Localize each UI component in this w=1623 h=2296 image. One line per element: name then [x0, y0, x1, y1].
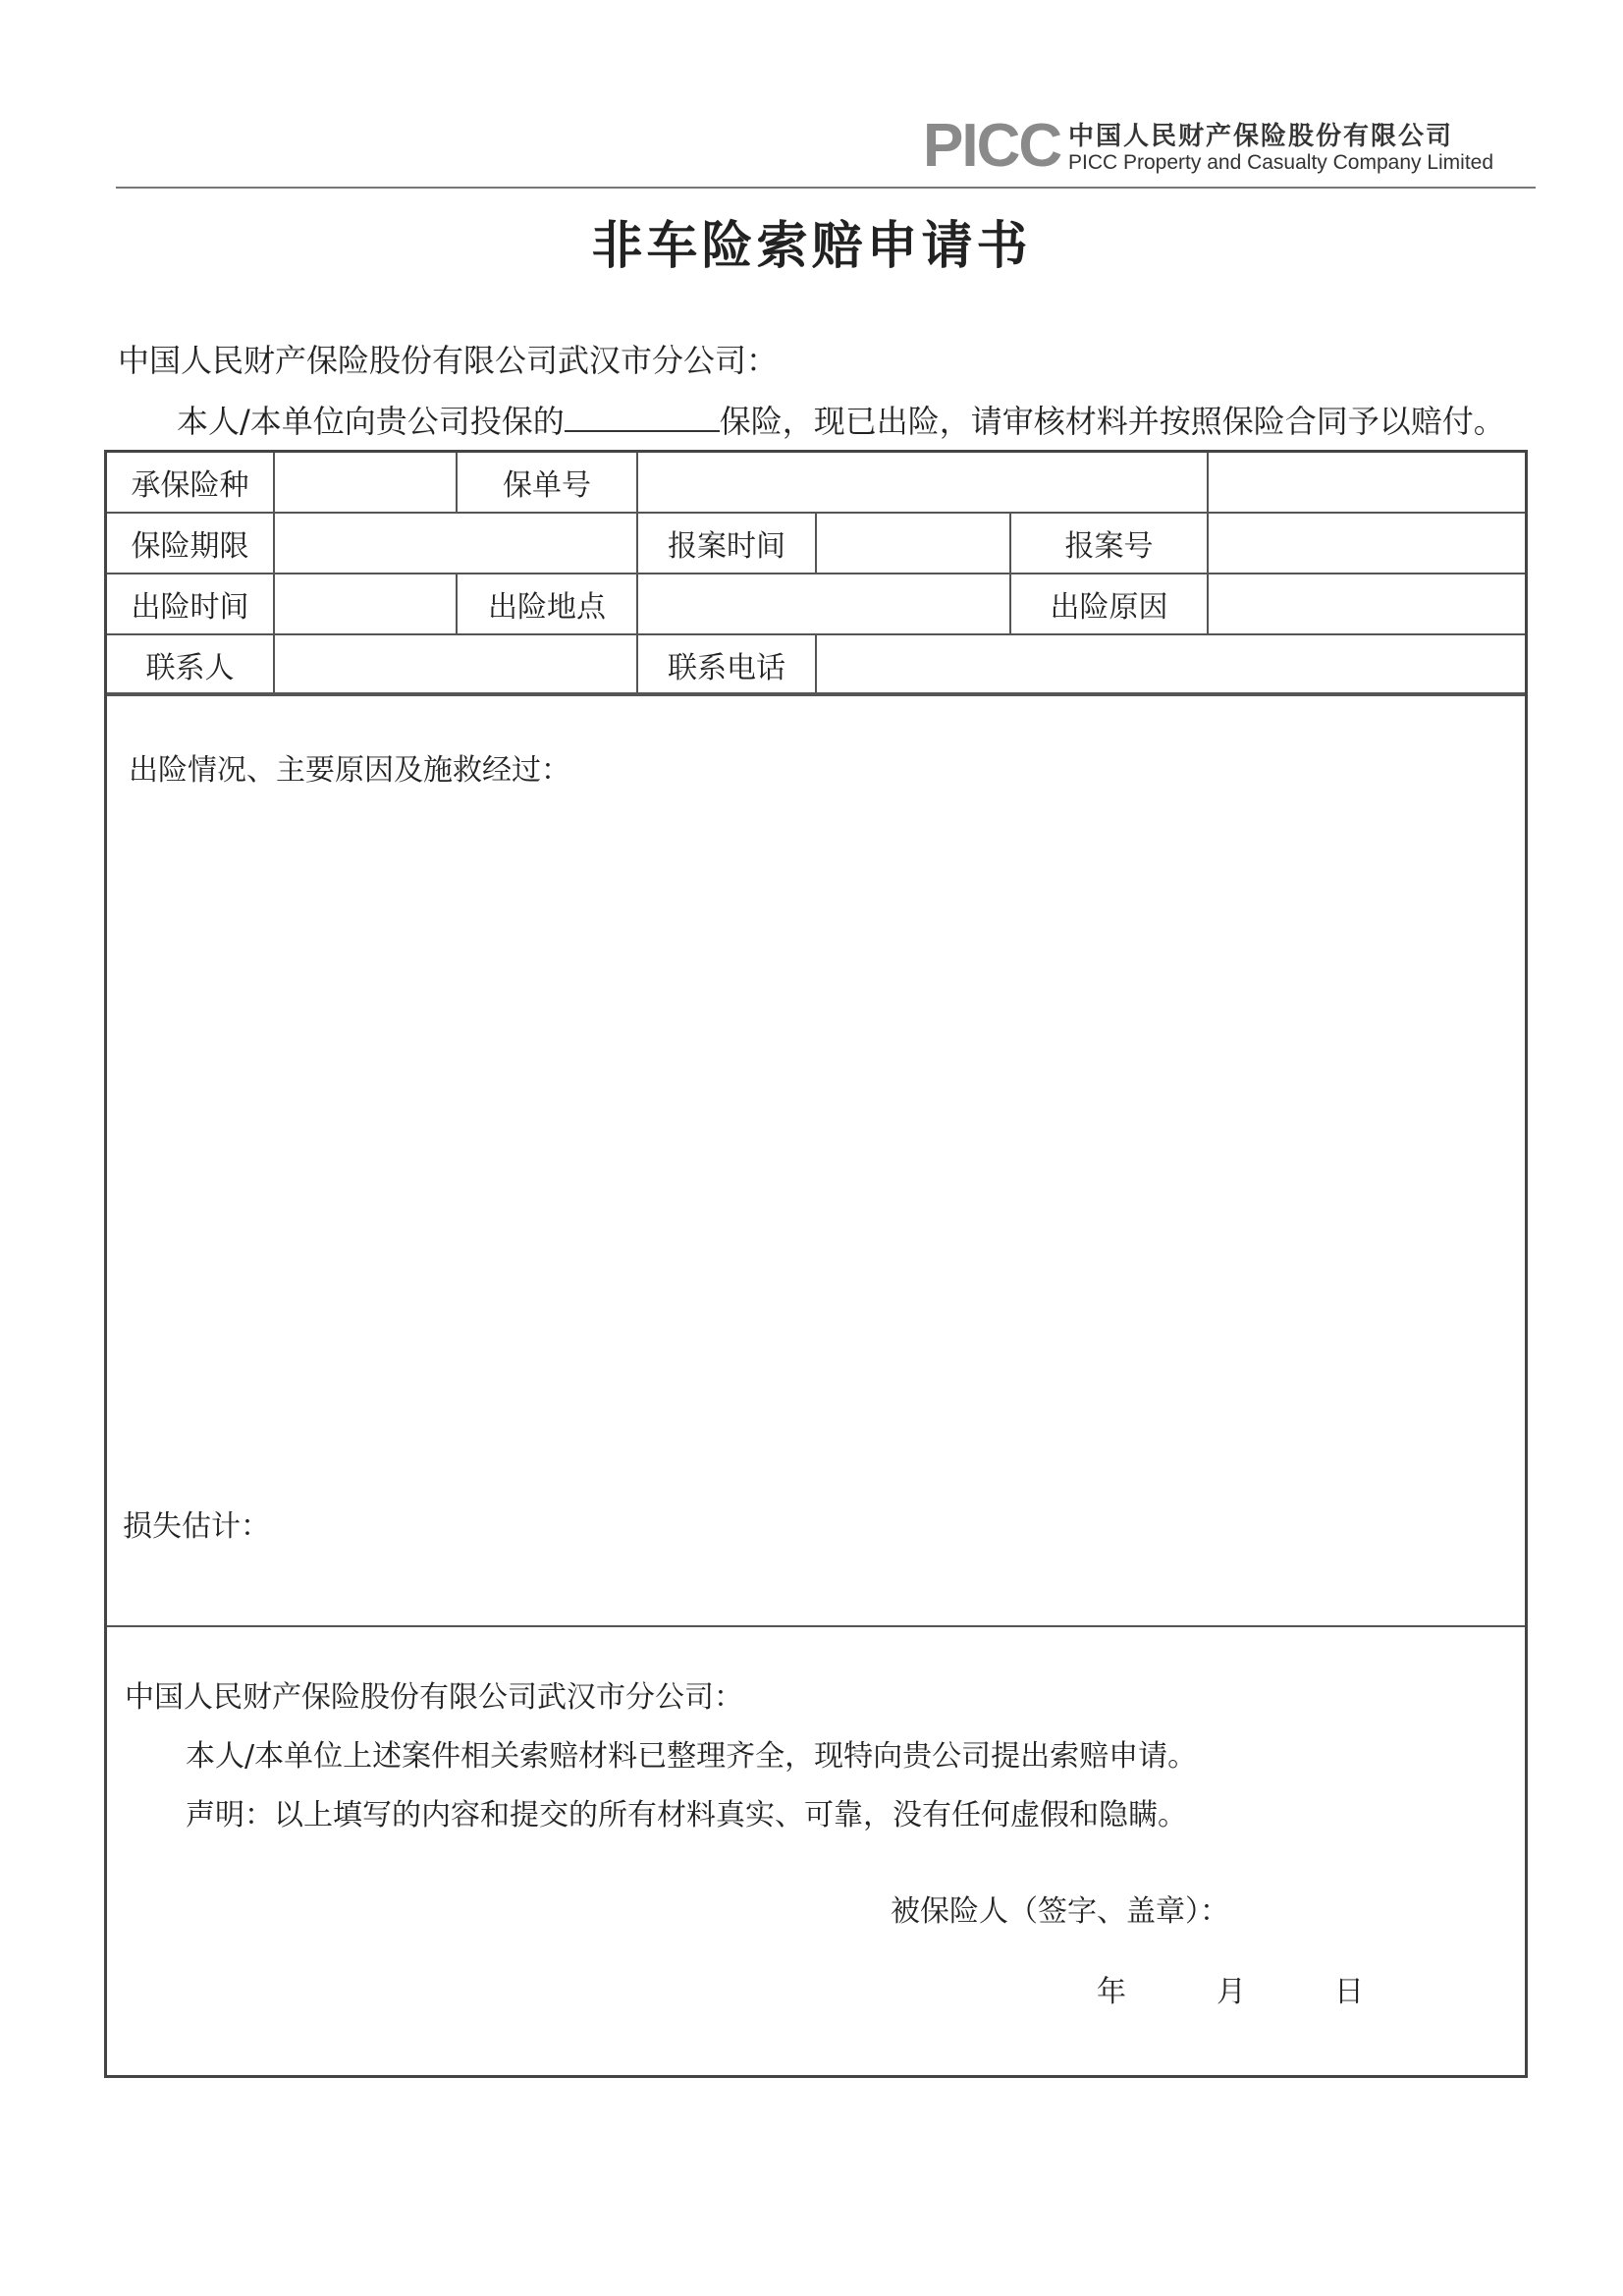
loss-estimate-label: 损失估计： [123, 1509, 270, 1544]
signature-label[interactable]: 被保险人（签字、盖章）： [891, 1894, 1229, 1929]
date-month-label: 月 [1217, 1975, 1246, 2009]
policy-no-label: 保单号 [457, 453, 637, 513]
declaration-section [107, 1623, 1525, 2075]
incident-section[interactable] [107, 692, 1525, 1627]
loss-cause-label: 出险原因 [1010, 574, 1208, 634]
claim-form [104, 450, 1528, 2078]
period-label: 保险期限 [107, 513, 274, 574]
loss-time-label: 出险时间 [107, 574, 274, 634]
contact-field[interactable] [274, 634, 637, 695]
phone-label: 联系电话 [637, 634, 816, 695]
date-year-label: 年 [1097, 1975, 1126, 2009]
insurance-type-field[interactable] [274, 453, 457, 513]
loss-place-label: 出险地点 [457, 574, 637, 634]
intro-text-before: 本人/本单位向贵公司投保的 [177, 403, 565, 440]
report-time-field[interactable] [816, 513, 1010, 574]
period-field[interactable] [274, 513, 637, 574]
intro-text-after: 保险，现已出险，请审核材料并按照保险合同予以赔付。 [719, 403, 1505, 440]
loss-cause-field[interactable] [1208, 574, 1525, 634]
addressee-line: 中国人民财产保险股份有限公司武汉市分公司： [118, 342, 779, 379]
company-name-cn: 中国人民财产保险股份有限公司 [1068, 122, 1454, 151]
table-row [107, 453, 1525, 513]
declaration-line-2: 声明：以上填写的内容和提交的所有材料真实、可靠，没有任何虚假和隐瞒。 [186, 1798, 1187, 1832]
table-row [107, 634, 1525, 695]
table-row [107, 513, 1525, 574]
loss-time-field[interactable] [274, 574, 457, 634]
declaration-addressee: 中国人民财产保险股份有限公司武汉市分公司： [125, 1680, 743, 1715]
report-no-label: 报案号 [1010, 513, 1208, 574]
phone-field[interactable] [816, 634, 1525, 695]
intro-sentence [177, 397, 1505, 442]
table-row [107, 574, 1525, 634]
date-day-label: 日 [1334, 1975, 1364, 2009]
report-no-field[interactable] [1208, 513, 1525, 574]
incident-label: 出险情况、主要原因及施救经过： [129, 753, 570, 788]
insurance-type-label: 承保险种 [107, 453, 274, 513]
info-table [107, 453, 1525, 696]
picc-logo: PICC [923, 112, 1061, 180]
contact-label: 联系人 [107, 634, 274, 695]
policy-no-field[interactable] [637, 453, 1208, 513]
insurance-type-blank[interactable] [565, 403, 720, 432]
page-header [116, 110, 1536, 189]
declaration-line-1: 本人/本单位上述案件相关索赔材料已整理齐全，现特向贵公司提出索赔申请。 [186, 1739, 1198, 1774]
company-name-en: PICC Property and Casualty Company Limited [1068, 151, 1494, 174]
report-time-label: 报案时间 [637, 513, 816, 574]
loss-place-field[interactable] [637, 574, 1010, 634]
page-title: 非车险索赔申请书 [591, 217, 1032, 276]
